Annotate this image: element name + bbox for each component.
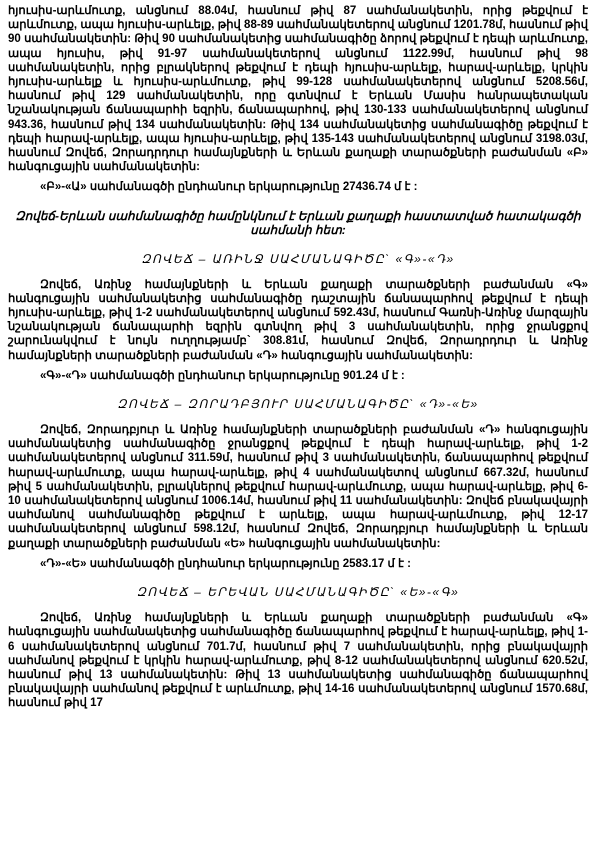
paragraph-zovech-arinj: Զովեճ, Առինջ համայնքների և Երևան քաղաքի տարածքների բաժանման «Գ» հանգուցային սահմանակետից սահմանագիծը դաշտային ճանապարհով թեքվում է դեպի հյուսիս-արևելք, թիվ 1-2 սահմանակետերով անցնում 592.43մ, հասնում Գառնի-Առինջ մարզային նշանակության ճանապարհի եզրին գտնվող թիվ 3 սահմանակետին, որից ջրանցքով շարունակվում է նույն ուղղությամբ` 308.81մ, հասնում Զովեճ, Զորադրդուր և Առինջ համայնքների տարածքների բաժանման «Դ» հանգուցային սահմանակետին: [8,278,588,362]
paragraph-zovech-zoradbyur: Զովեճ, Զորադբյուր և Առինջ համայնքների տարածքների բաժանման «Դ» հանգուցային սահմանակետից սահմանագիծը ջրանցքով թեքվում է դեպի հարավ-արևելք, թիվ 1-2 սահմանակետերով անցնում 311.59մ, հասնում թիվ 3 սահմանակետին, ճանապարհով թեքվում հարավ-արևմուտք, ապա հարավ-արևելք, թիվ 4 սահմանակետով անցնում 667.32մ, հասնում թիվ 5 սահմանակետին, բլրակներով թեքվում հարավ-արևմուտք, ապա հարավ-արևելք, թիվ 6-10 սահմանակետերով անցնում 1006.14մ, հասնում թիվ 11 սահմանակետին: Զովեճ բնակավայրի սահմանով սահմանագիծը թեքվում է արևելք, ապա հարավ-արևմուտք, թիվ 12-17 սահմանակետերով անցնում 598.12մ, հասնում Զովեճ, Զորադբյուր համայնքների և Երևան քաղաքի տարածքների բաժանման «Ե» հանգուցային սահմանակետին: [8,424,588,550]
section-heading-zovech-arinj: ԶՈՎԵՃ – ԱՌԻՆՋ ՍԱՀՄԱՆԱԳԻԾԸ` «Գ»-«Դ» [141,251,455,266]
total-length-g-d: «Գ»-«Դ» սահմանագծի ընդհանուր երկարությունը 901.24 մ է : [40,369,405,382]
section-heading-zovech-zoradbyur: ԶՈՎԵՃ – ԶՈՐԱԴԲՅՈՒՐ ՍԱՀՄԱՆԱԳԻԾԸ` «Դ»-«Ե» [117,397,479,412]
total-length-b-a: «Բ»-«Ա» սահմանագծի ընդհանուր երկարությունը 27436.74 մ է : [40,181,418,194]
total-length-d-e: «Դ»-«Ե» սահմանագծի ընդհանուր երկարությունը 2583.17 մ է : [40,557,411,570]
section-heading-zovech-yerevan: ԶՈՎԵՃ – ԵՐԵՎԱՆ ՍԱՀՄԱՆԱԳԻԾԸ` «Ե»-«Գ» [136,585,460,600]
section-statement: Զովեճ-Երևան սահմանագիծը համընկնում է Երևան քաղաքի հաստատված հատակագծի սահմանի հետ: [15,208,581,238]
paragraph-zovech-yerevan: Զովեճ, Առինջ համայնքների և Երևան քաղաքի տարածքների բաժանման «Գ» հանգուցային սահմանակետից սահմանագիծը ճանապարհով թեքվում է հարավ-արևելք, թիվ 1-6 սահմանակետերով անցնում 701.7մ, հասնում թիվ 7 սահմանակետին, որից բնակավայրի սահմանով թեքվում է կրկին հարավ-արևմուտք, թիվ 8-12 սահմանակետերով անցնում 620.52մ, հասնում թիվ 13 սահմանակետին: Թիվ 13 սահմանակետից սահմանագիծը ճանապարհով բնակավայրի սահմանով թեքվում է արևմուտք, թիվ 14-16 սահմանակետերով անցնում 1570.68մ, հասնում թիվ 17 [8,612,588,710]
paragraph-zovech-yerevan-continued: հյուսիս-արևմուտք, անցնում 88.04մ, հասնում թիվ 87 սահմանակետին, որից թեքվում է արևմուտք, ապա հյուսիս-արևելք, թիվ 88-89 սահմանակետերով անցնում 1201.78մ, հասնում թիվ 90 սահմանակետին: Թիվ 90 սահմանակետից սահմանագիծը ձորով թեքվում է դեպի արևմուտք, ապա հյուսիս, թիվ 91-97 սահմանակետերով անցնում 1122.99մ, հասնում թիվ 98 սահմանակետին, որից բլրակներով թեքվում է դեպի հյուսիս-արևելք, հարավ-արևելք, կրկին հյուսիս-արևելք և հյուսիս-արևմուտք, թիվ 99-128 սահմանակետերով անցնում 5208.56մ, հասնում թիվ 129 սահմանակետին, որը գտնվում է Երևան Մասիս հանրապետական նշանակության ճանապարհի եզրին, ճանապարհով, թիվ 130-133 սահմանակետերով անցնում 943.36, հասնում թիվ 134 սահմանակետին: Թիվ 134 սահմանակետից սահմանագիծը թեքվում է դեպի հարավ-արևելք, ապա հյուսիս-արևելք, թիվ 135-143 սահմանակետերով անցնում 3198.03մ, հասնում Զովեճ, Զորադրդուր համայնքների և Երևան քաղաքի տարածքների բաժանման «Բ» հանգուցային սահմանակետին: [8,5,588,174]
